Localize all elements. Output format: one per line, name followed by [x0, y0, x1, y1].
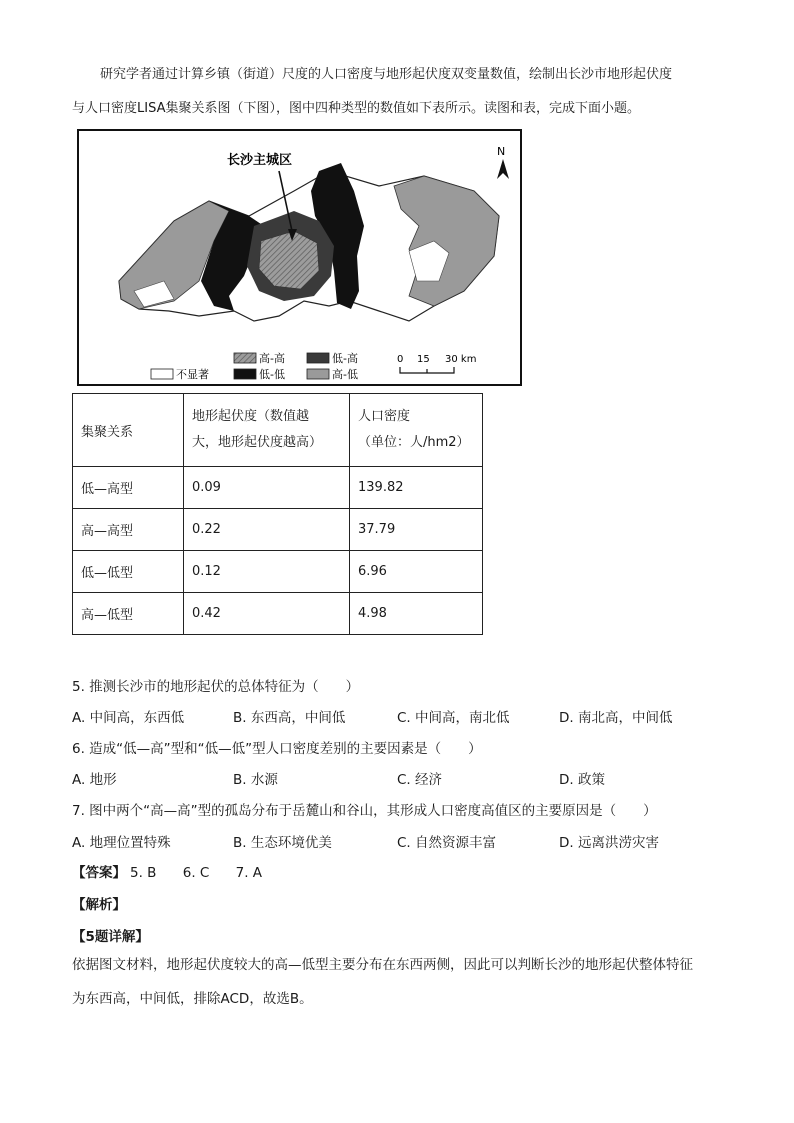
legend-low-low: 低-低: [259, 368, 285, 381]
question-5: 5. 推测长沙市的地形起伏的总体特征为（ ）: [72, 679, 360, 695]
header-density-line1: 人口密度: [358, 409, 411, 424]
answer-line: [72, 861, 262, 881]
row-density: 6.96: [350, 551, 483, 593]
scale-tick-15: 15: [417, 354, 430, 365]
map-graphic: [79, 131, 520, 384]
legend-swatch-high-high: [234, 353, 256, 363]
header-density: [350, 394, 483, 467]
header-relief-line2: 大，地形起伏度越高）: [192, 435, 323, 450]
detail-label: 【5题详解】: [72, 929, 149, 945]
row-type: 低—高型: [73, 467, 184, 509]
q5-option-d: D. 南北高，中间低: [559, 710, 673, 726]
legend-swatch-high-low: [307, 369, 329, 379]
row-relief: 0.22: [184, 509, 350, 551]
q7-option-c: C. 自然资源丰富: [397, 835, 497, 851]
lisa-cluster-map: [77, 129, 522, 386]
explanation: [72, 948, 732, 1016]
q6-option-a: A. 地形: [72, 772, 117, 788]
q7-option-a: A. 地理位置特殊: [72, 835, 171, 851]
q6-option-d: D. 政策: [559, 772, 605, 788]
table-row: [73, 593, 483, 635]
scale-bar: [400, 367, 454, 373]
answer-label: 【答案】: [72, 865, 126, 881]
row-density: 139.82: [350, 467, 483, 509]
header-cluster: 集聚关系: [73, 394, 184, 467]
north-label: N: [497, 145, 506, 158]
scale-tick-30: 30 km: [445, 354, 477, 365]
legend-swatch-low-high: [307, 353, 329, 363]
q5-option-b: B. 东西高，中间低: [233, 710, 346, 726]
answer-5: 5. B: [130, 865, 157, 881]
question-6: 6. 造成“低—高”型和“低—低”型人口密度差别的主要因素是（ ）: [72, 741, 482, 757]
header-density-line2: （单位：人/hm2）: [358, 435, 470, 450]
analysis-label: 【解析】: [72, 897, 126, 913]
legend-swatch-low-low: [234, 369, 256, 379]
q5-option-c: C. 中间高，南北低: [397, 710, 510, 726]
question-7: 7. 图中两个“高—高”型的孤岛分布于岳麓山和谷山，其形成人口密度高值区的主要原因是（ ）: [72, 803, 657, 819]
intro-line-1: 研究学者通过计算乡镇（街道）尺度的人口密度与地形起伏度双变量数值，绘制出长沙市地形起伏度: [100, 67, 673, 82]
row-density: 4.98: [350, 593, 483, 635]
row-relief: 0.42: [184, 593, 350, 635]
legend-high-high: 高-高: [259, 352, 285, 365]
legend-swatch-not-significant: [151, 369, 173, 379]
row-type: 高—高型: [73, 509, 184, 551]
header-relief: [184, 394, 350, 467]
q6-option-c: C. 经济: [397, 772, 443, 788]
intro-paragraph: [72, 58, 722, 126]
row-type: 高—低型: [73, 593, 184, 635]
legend-not-significant: 不显著: [176, 368, 209, 381]
legend-high-low: 高-低: [332, 368, 358, 381]
row-relief: 0.12: [184, 551, 350, 593]
intro-line-2: 与人口密度LISA集聚关系图（下图），图中四种类型的数值如下表所示。读图和表，完成下面小题。: [72, 101, 640, 116]
north-arrow-icon: [497, 159, 509, 179]
answer-7: 7. A: [235, 865, 263, 881]
row-density: 37.79: [350, 509, 483, 551]
main-city-label: 长沙主城区: [227, 153, 293, 168]
table-header-row: [73, 394, 483, 467]
row-relief: 0.09: [184, 467, 350, 509]
table-row: [73, 467, 483, 509]
q5-option-a: A. 中间高，东西低: [72, 710, 185, 726]
q7-option-b: B. 生态环境优美: [233, 835, 332, 851]
answer-6: 6. C: [182, 865, 210, 881]
explanation-line-1: 依据图文材料，地形起伏度较大的高—低型主要分布在东西两侧，因此可以判断长沙的地形起伏整体特征: [72, 957, 693, 973]
q6-option-b: B. 水源: [233, 772, 278, 788]
cluster-data-table: [72, 393, 483, 635]
table-row: [73, 509, 483, 551]
explanation-line-2: 为东西高，中间低，排除ACD，故选B。: [72, 991, 313, 1007]
row-type: 低—低型: [73, 551, 184, 593]
header-relief-line1: 地形起伏度（数值越: [192, 409, 310, 424]
q7-option-d: D. 远离洪涝灾害: [559, 835, 659, 851]
legend-low-high: 低-高: [332, 352, 358, 365]
scale-tick-0: 0: [397, 354, 404, 365]
table-row: [73, 551, 483, 593]
